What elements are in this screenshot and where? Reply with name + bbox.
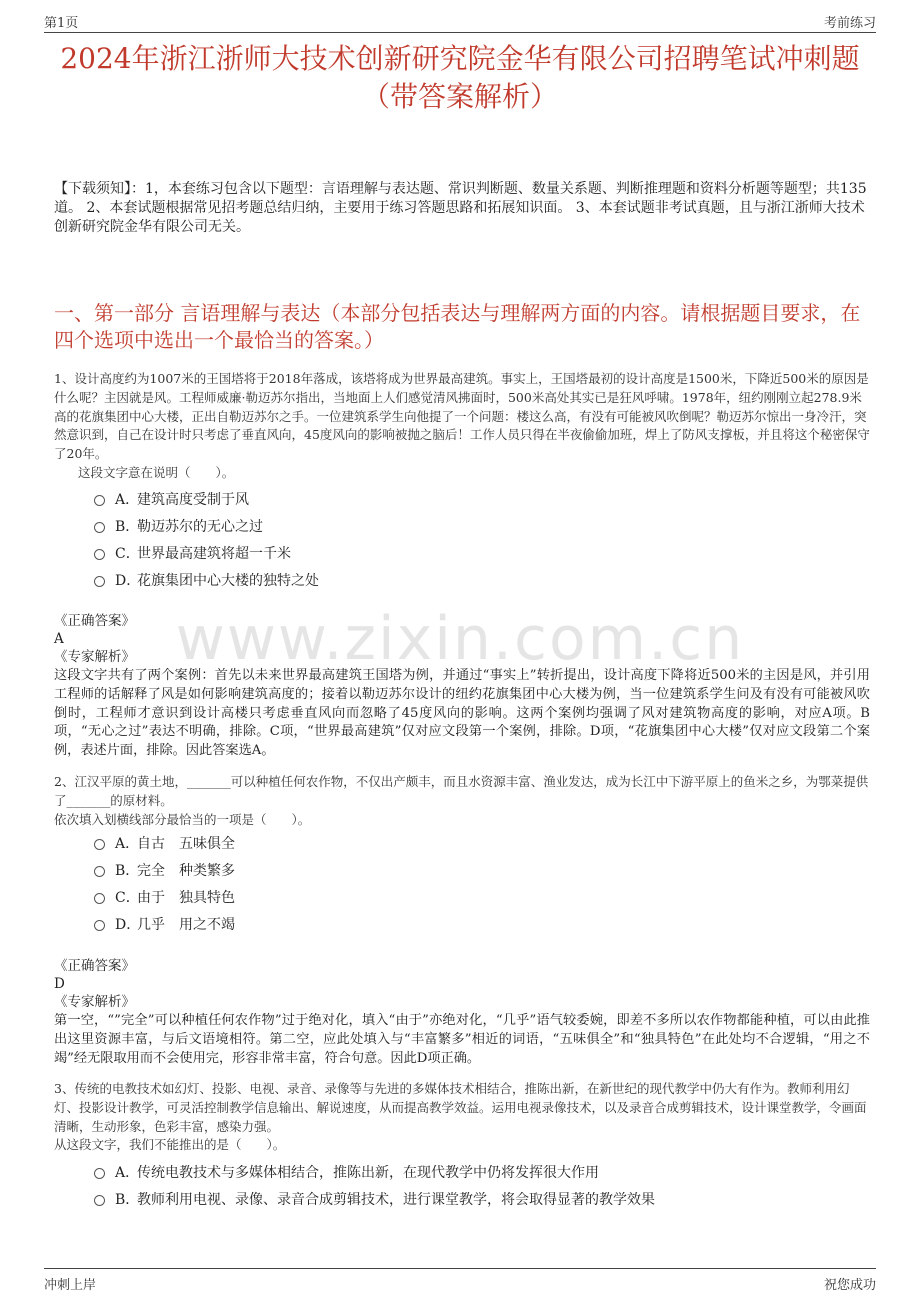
option-key: D． [115,916,141,933]
question-2-text: 2、江汉平原的黄土地，_______可以种植任何农作物，不仅出产颇丰，而且水资源丰富、渔业发达，成为长江中下游平原上的鱼米之乡，为鄂菜提供了_______的原材料。 [54,774,869,808]
radio-icon[interactable] [94,839,105,850]
radio-icon[interactable] [94,522,105,533]
radio-icon[interactable] [94,495,105,506]
option-key: D． [115,572,141,589]
question-2-stem [54,773,870,829]
option-text: 自古 五味俱全 [137,835,235,852]
explanation-label: 《专家解析》 [54,994,135,1010]
question-1-options [94,485,319,593]
question-1-text: 1、设计高度约为1007米的王国塔将于2018年落成，该塔将成为世界最高建筑。事实上，王国塔最初的设计高度是1500米，下降近500米的原因是什么呢？主因就是风。工程师威廉·勒迈苏尔指出，当地面上人们感觉清风拂面时，500米高处其实已是狂风呼啸。1978年，纽约刚刚立起278.9米高的花旗集团中心大楼，正出自勒迈苏尔之手。一位建筑系学生向他提了一个问题：楼这么高，有没有可能被风吹倒呢？勒迈苏尔惊出一身冷汗，突然意识到，自己在设计时只考虑了垂直风向，45度风向的影响被抛之脑后！工作人员只得在半夜偷偷加班，焊上了防风支撑板，并且将这个秘密保守了20年。 [54,371,870,462]
section-heading: 一、第一部分 言语理解与表达（本部分包括表达与理解两方面的内容。请根据题目要求，在四个选项中选出一个最恰当的答案。） [54,301,861,352]
option-c[interactable] [94,883,235,910]
option-b[interactable] [94,856,235,883]
radio-icon[interactable] [94,893,105,904]
option-key: B． [115,862,140,879]
radio-icon[interactable] [94,576,105,587]
answer-value: A [54,631,64,647]
option-key: A． [115,835,140,852]
option-key: B． [115,518,140,535]
header-label: 考前练习 [823,16,876,31]
answer-value: D [54,976,65,992]
option-key: C． [115,545,140,562]
question-1-explanation: 这段文字共有了两个案例：首先以未来世界最高建筑王国塔为例，并通过“事实上”转折提出，设计高度下降将近500米的主因是风，并引用工程师的话解释了风是如何影响建筑高度的；接着以勒迈苏尔设计的纽约花旗集团中心大楼为例，当一位建筑系学生问及有没有可能被风吹倒时，工程师才意识到设计高楼只考虑垂直风向而忽略了45度风向的影响。这两个案例均强调了风对建筑物高度的影响，对应A项。B项，“无心之过”表达不明确，排除。C项，“世界最高建筑”仅对应文段第一个案例，排除。D项，“花旗集团中心大楼”仅对应文段第二个案例，表述片面，排除。因此答案选A。 [54,668,870,759]
option-d[interactable] [94,910,235,937]
option-key: A． [115,1164,140,1181]
option-text: 几乎 用之不竭 [137,916,235,933]
question-2-options [94,829,235,937]
option-key: C． [115,889,140,906]
option-a[interactable] [94,485,319,512]
option-b[interactable] [94,1185,655,1212]
option-text: 勒迈苏尔的无心之过 [137,518,263,535]
question-1-stem [54,370,870,483]
answer-label: 《正确答案》 [54,958,135,974]
option-a[interactable] [94,829,235,856]
option-text: 传统电教技术与多媒体相结合，推陈出新，在现代教学中仍将发挥很大作用 [137,1164,599,1181]
footer-right-text: 祝您成功 [823,1278,876,1293]
question-1-ask: 这段文字意在说明（ ）。 [78,464,235,480]
question-3-text: 3、传统的电教技术如幻灯、投影、电视、录音、录像等与先进的多媒体技术相结合，推陈出新，在新世纪的现代教学中仍大有作为。教师利用幻灯、投影设计教学，可灵活控制教学信息输出、解说速度，从而提高教学效益。运用电视录像技术，以及录音合成剪辑技术，设计课堂教学，令画面清晰，生动形象，色彩丰富，感染力强。 [54,1081,867,1134]
option-key: B． [115,1191,140,1208]
footer-left-text: 冲刺上岸 [44,1278,97,1293]
download-notice: 【下载须知】：1，本套练习包含以下题型：言语理解与表达题、常识判断题、数量关系题、判断推理题和资料分析题等题型；共135道。 2、本套试题根据常见招考题总结归纳，主要用于练习答题思路和拓展知识面。 3、本套试题非考试真题，且与浙江浙师大技术创新研究院金华有限公司无关。 [54,181,867,235]
option-d[interactable] [94,566,319,593]
radio-icon[interactable] [94,1195,105,1206]
option-b[interactable] [94,512,319,539]
radio-icon[interactable] [94,1168,105,1179]
question-3-stem [54,1080,870,1155]
question-3-ask: 从这段文字，我们不能推出的是（ ）。 [54,1137,286,1153]
watermark: www.zixin.com.cn [175,604,745,674]
document-title: 2024年浙江浙师大技术创新研究院金华有限公司招聘笔试冲刺题（带答案解析） [60,42,860,113]
option-text: 教师利用电视、录像、录音合成剪辑技术，进行课堂教学，将会取得显著的教学效果 [137,1191,655,1208]
question-2-explanation: 第一空，“”完全”可以种植任何农作物”过于绝对化，填入“由于”亦绝对化，“几乎”语气较委婉，即差不多所以农作物都能种植，可以由此推出这里资源丰富，与后文语境相符。第二空，应此处填入与“丰富繁多”相近的词语，“五味俱全”和“独具特色”在此处均不合逻辑，“用之不竭”经无限取用而不会使用完，形容非常丰富，符合句意。因此D项正确。 [54,1013,870,1066]
option-text: 由于 独具特色 [137,889,235,906]
question-2-ask: 依次填入划横线部分最恰当的一项是（ ）。 [54,811,311,827]
page-number: 第1页 [44,16,79,31]
option-text: 花旗集团中心大楼的独特之处 [137,572,319,589]
option-text: 世界最高建筑将超一千米 [137,545,291,562]
radio-icon[interactable] [94,866,105,877]
option-text: 建筑高度受制于风 [137,491,249,508]
radio-icon[interactable] [94,549,105,560]
option-c[interactable] [94,539,319,566]
question-2-answer [54,957,870,1011]
question-3-options [94,1158,655,1212]
page-footer [44,1268,876,1293]
option-key: A． [115,491,140,508]
radio-icon[interactable] [94,920,105,931]
page-header [44,10,876,33]
question-1-answer [54,612,870,666]
explanation-label: 《专家解析》 [54,649,135,665]
option-text: 完全 种类繁多 [137,862,235,879]
answer-label: 《正确答案》 [54,613,135,629]
option-a[interactable] [94,1158,655,1185]
